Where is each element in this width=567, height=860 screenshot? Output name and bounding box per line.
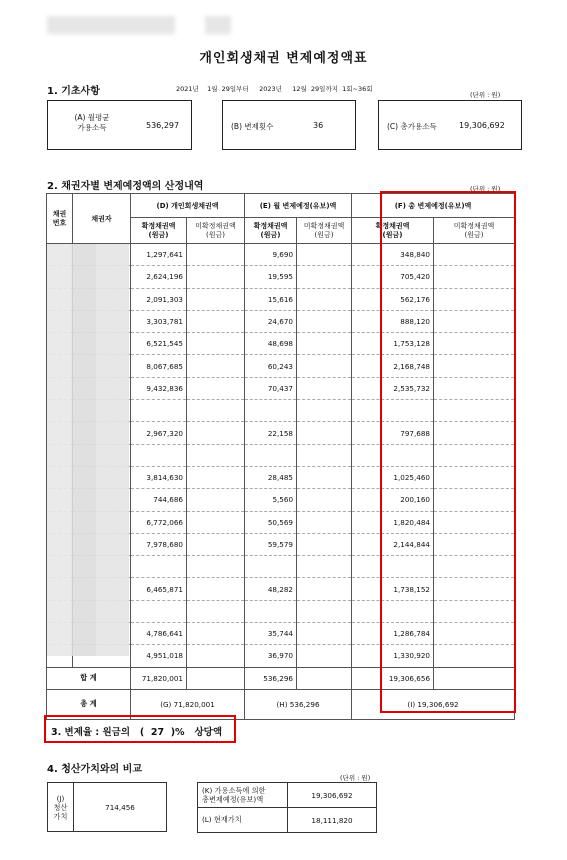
d-unconfirmed-cell [187, 377, 245, 399]
d-confirmed-cell: 7,978,680 [131, 533, 187, 555]
page-title: 개인회생채권 변제예정액표 [199, 51, 368, 66]
f-confirmed-cell: 797,688 [352, 422, 434, 444]
box-c [378, 100, 522, 150]
f-confirmed-cell: 1,820,484 [352, 511, 434, 533]
repayment-rate-text: 3. 변제율 : 원금의 ( 27 )% 상당액 [51, 727, 223, 738]
d-unconfirmed-cell [187, 578, 245, 600]
e-confirmed-header: 확정채권액 (원금) [245, 218, 297, 244]
f-confirmed-cell: 1,330,920 [352, 645, 434, 667]
e-unconfirmed-cell [297, 645, 352, 667]
e-unconfirmed-cell [297, 377, 352, 399]
e-unconfirmed-cell [297, 288, 352, 310]
d-unconfirmed-cell [187, 645, 245, 667]
redacted-header-2 [205, 16, 231, 34]
f-confirmed-cell: 1,753,128 [352, 333, 434, 355]
f-confirmed-header: 확정채권액 (원금) [352, 218, 434, 244]
e-unconfirmed-cell [297, 310, 352, 332]
group-e-header: (E) 월 변제예정(유보)액 [245, 194, 352, 218]
d-confirmed-cell: 4,951,018 [131, 645, 187, 667]
d-confirmed-cell: 3,814,630 [131, 466, 187, 488]
e-unconfirmed-cell [297, 556, 352, 578]
e-unconfirmed-cell [297, 422, 352, 444]
f-confirmed-cell: 348,840 [352, 244, 434, 266]
e-confirmed-cell: 48,282 [245, 578, 297, 600]
col-creditor-header: 채권자 [73, 194, 131, 244]
d-unconfirmed-cell [187, 333, 245, 355]
f-unconfirmed-header: 미확정채권액 (원금) [434, 218, 515, 244]
d-unconfirmed-cell [187, 623, 245, 645]
d-unconfirmed-cell [187, 244, 245, 266]
d-unconfirmed-header: 미확정채권액 (원금) [187, 218, 245, 244]
liquidation-table [47, 782, 167, 832]
e-confirmed-cell: 48,698 [245, 333, 297, 355]
e-confirmed-cell: 70,437 [245, 377, 297, 399]
e-confirmed-cell: 15,616 [245, 288, 297, 310]
total-h: (H) 536,296 [245, 689, 352, 719]
e-unconfirmed-cell [297, 244, 352, 266]
d-confirmed-cell: 1,297,641 [131, 244, 187, 266]
e-confirmed-cell [245, 556, 297, 578]
f-confirmed-cell: 1,738,152 [352, 578, 434, 600]
group-d-header: (D) 개인회생채권액 [131, 194, 245, 218]
e-confirmed-cell: 35,744 [245, 623, 297, 645]
e-unconfirmed-cell [297, 466, 352, 488]
d-confirmed-cell: 2,624,196 [131, 266, 187, 288]
d-unconfirmed-cell [187, 266, 245, 288]
d-confirmed-cell: 8,067,685 [131, 355, 187, 377]
repayment-rate-box [44, 715, 236, 743]
f-confirmed-cell: 562,176 [352, 288, 434, 310]
k-label: (K) 가용소득에 의한 총변제예정(유보)액 [198, 783, 288, 808]
f-confirmed-cell: 1,025,460 [352, 466, 434, 488]
section4-unit: (단위 : 원) [340, 774, 371, 782]
total-label: 총 계 [47, 689, 131, 719]
d-unconfirmed-cell [187, 400, 245, 422]
e-unconfirmed-cell [297, 623, 352, 645]
f-confirmed-cell: 705,420 [352, 266, 434, 288]
f-confirmed-cell: 200,160 [352, 489, 434, 511]
d-confirmed-header: 확정채권액 (원금) [131, 218, 187, 244]
total-i: (I) 19,306,692 [352, 689, 515, 719]
d-unconfirmed-cell [187, 444, 245, 466]
e-unconfirmed-cell [297, 400, 352, 422]
e-unconfirmed-cell [297, 355, 352, 377]
d-unconfirmed-cell [187, 288, 245, 310]
box-b [222, 100, 356, 150]
redacted-creditors [47, 244, 129, 656]
j-label: (J) 청산 가치 [48, 783, 74, 832]
sum-e-unconfirmed [297, 667, 352, 689]
d-unconfirmed-cell [187, 489, 245, 511]
sum-f: 19,306,656 [352, 667, 434, 689]
box-c-value: 19,306,692 [459, 121, 505, 130]
d-confirmed-cell: 2,091,303 [131, 288, 187, 310]
e-unconfirmed-cell [297, 489, 352, 511]
col-no-header: 채권 번호 [47, 194, 73, 244]
d-confirmed-cell: 6,521,545 [131, 333, 187, 355]
f-confirmed-cell: 2,168,748 [352, 355, 434, 377]
e-confirmed-cell: 50,569 [245, 511, 297, 533]
total-g: (G) 71,820,001 [131, 689, 245, 719]
box-c-label: (C) 총가용소득 [387, 122, 437, 131]
sum-e: 536,296 [245, 667, 297, 689]
d-confirmed-cell: 3,303,781 [131, 310, 187, 332]
j-value: 714,456 [74, 783, 167, 832]
e-confirmed-cell [245, 400, 297, 422]
sum-d-unconfirmed [187, 667, 245, 689]
d-confirmed-cell [131, 400, 187, 422]
e-confirmed-cell: 22,158 [245, 422, 297, 444]
d-unconfirmed-cell [187, 533, 245, 555]
e-confirmed-cell [245, 444, 297, 466]
d-unconfirmed-cell [187, 511, 245, 533]
section1-unit: (단위 : 원) [470, 91, 501, 99]
d-confirmed-cell: 6,465,871 [131, 578, 187, 600]
d-unconfirmed-cell [187, 422, 245, 444]
section2-heading: 2. 채권자별 변제예정액의 산정내역 [47, 181, 204, 192]
e-unconfirmed-cell [297, 600, 352, 622]
f-confirmed-cell: 1,286,784 [352, 623, 434, 645]
d-unconfirmed-cell [187, 556, 245, 578]
d-confirmed-cell: 2,967,320 [131, 422, 187, 444]
d-unconfirmed-cell [187, 466, 245, 488]
d-confirmed-cell [131, 600, 187, 622]
e-confirmed-cell: 9,690 [245, 244, 297, 266]
e-unconfirmed-cell [297, 578, 352, 600]
d-confirmed-cell: 4,786,641 [131, 623, 187, 645]
e-confirmed-cell: 60,243 [245, 355, 297, 377]
f-confirmed-cell: 2,144,844 [352, 533, 434, 555]
e-unconfirmed-cell [297, 266, 352, 288]
k-value: 19,306,692 [288, 783, 377, 808]
e-confirmed-cell: 28,485 [245, 466, 297, 488]
comparison-table [197, 782, 377, 833]
l-label: (L) 현재가치 [198, 808, 288, 833]
box-a-value: 536,297 [146, 121, 180, 130]
d-confirmed-cell [131, 444, 187, 466]
e-unconfirmed-cell [297, 511, 352, 533]
e-confirmed-cell: 24,670 [245, 310, 297, 332]
e-confirmed-cell [245, 600, 297, 622]
sum-d: 71,820,001 [131, 667, 187, 689]
e-unconfirmed-header: 미확정채권액 (원금) [297, 218, 352, 244]
e-unconfirmed-cell [297, 333, 352, 355]
f-confirmed-cell: 888,120 [352, 310, 434, 332]
d-unconfirmed-cell [187, 355, 245, 377]
d-confirmed-cell: 744,686 [131, 489, 187, 511]
section1-period: 2021년 1월 29일부터 2023년 12월 29일까지 1회~36회 [176, 85, 373, 93]
e-unconfirmed-cell [297, 444, 352, 466]
e-confirmed-cell: 5,560 [245, 489, 297, 511]
e-confirmed-cell: 59,579 [245, 533, 297, 555]
l-value: 18,111,820 [288, 808, 377, 833]
box-a-label: (A) 월평균 가용소득 [74, 113, 110, 132]
highlight-f-column [380, 191, 516, 713]
group-f-header: (F) 총 변제예정(유보)액 [352, 194, 515, 218]
f-confirmed-cell: 2,535,732 [352, 377, 434, 399]
e-unconfirmed-cell [297, 533, 352, 555]
box-b-value: 36 [313, 121, 324, 130]
d-unconfirmed-cell [187, 310, 245, 332]
d-confirmed-cell [131, 556, 187, 578]
section4-heading: 4. 청산가치와의 비교 [47, 764, 142, 775]
d-unconfirmed-cell [187, 600, 245, 622]
redacted-header [47, 16, 175, 34]
e-confirmed-cell: 36,970 [245, 645, 297, 667]
d-confirmed-cell: 9,432,836 [131, 377, 187, 399]
d-confirmed-cell: 6,772,066 [131, 511, 187, 533]
box-b-label: (B) 변제횟수 [231, 122, 274, 131]
box-a [47, 100, 192, 150]
section1-heading: 1. 기초사항 [47, 86, 100, 97]
e-confirmed-cell: 19,595 [245, 266, 297, 288]
sum-label: 합 계 [47, 667, 131, 689]
section2-unit: (단위 : 원) [470, 185, 501, 193]
